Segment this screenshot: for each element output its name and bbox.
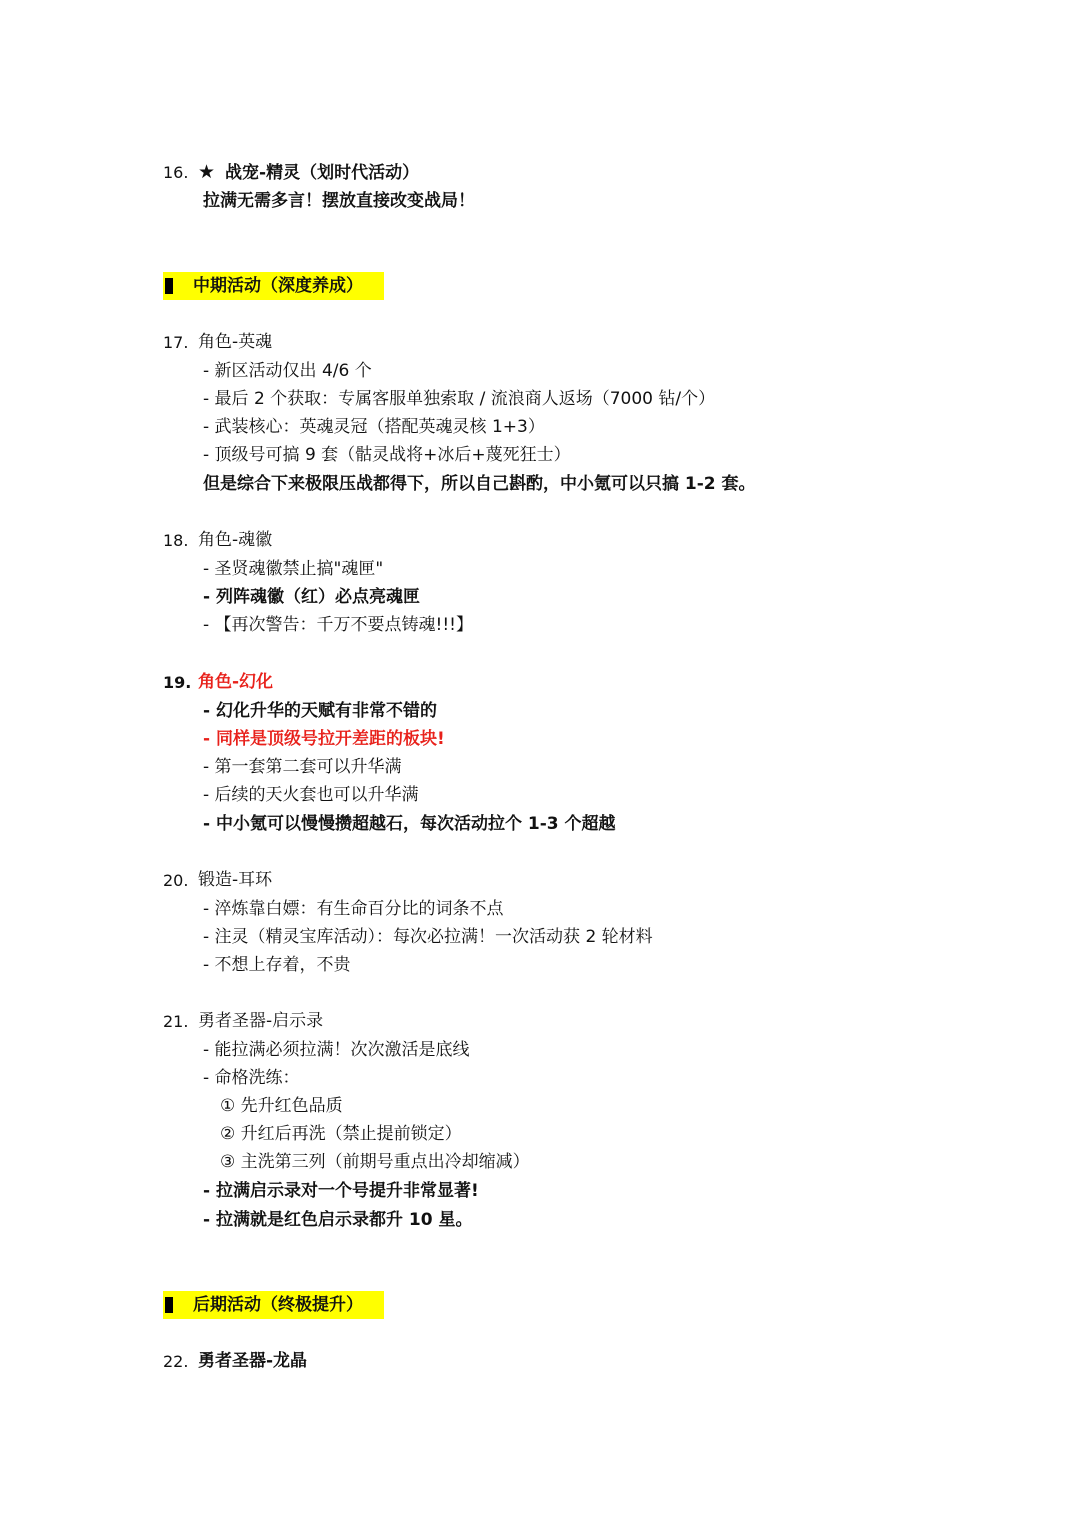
item-note: 但是综合下来极限压战都得下，所以自己斟酌，中小氪可以只搞 1-2 套。 bbox=[203, 474, 756, 494]
list-item: - 后续的天火套也可以升华满 bbox=[203, 785, 419, 805]
sub-list-item: ① 先升红色品质 bbox=[220, 1096, 343, 1116]
list-item: - 武装核心：英魂灵冠（搭配英魂灵核 1+3） bbox=[203, 417, 545, 437]
section-marker-icon bbox=[165, 278, 173, 294]
item-title: 勇者圣器-启示录 bbox=[198, 1011, 324, 1031]
item-number: 16. bbox=[163, 163, 189, 182]
item-title: 角色-英魂 bbox=[198, 332, 273, 352]
list-item: - 命格洗练： bbox=[203, 1068, 300, 1088]
list-item-highlight: - 同样是顶级号拉开差距的板块! bbox=[203, 729, 445, 749]
list-item: - 幻化升华的天赋有非常不错的 bbox=[203, 701, 437, 721]
list-item: - 列阵魂徽（红）必点亮魂匣 bbox=[203, 587, 420, 607]
item-title: 锻造-耳环 bbox=[198, 870, 273, 890]
item-title-text: 战宠-精灵（划时代活动） bbox=[225, 163, 420, 183]
item-number: 20. bbox=[163, 871, 189, 890]
sub-list-item: ② 升红后再洗（禁止提前锁定） bbox=[220, 1124, 462, 1144]
item-number: 22. bbox=[163, 1352, 189, 1371]
sub-list-item: ③ 主洗第三列（前期号重点出冷却缩减） bbox=[220, 1152, 530, 1172]
list-item-warning: - 【再次警告：千万不要点铸魂!!!】 bbox=[203, 615, 473, 635]
item-title: 角色-幻化 bbox=[198, 672, 274, 692]
star-icon: ★ bbox=[198, 161, 216, 183]
list-item: - 第一套第二套可以升华满 bbox=[203, 757, 402, 777]
list-item: - 能拉满必须拉满！次次激活是底线 bbox=[203, 1040, 470, 1060]
item-note: 拉满无需多言！摆放直接改变战局！ bbox=[203, 191, 475, 211]
list-item: - 圣贤魂徽禁止搞"魂匣" bbox=[203, 559, 384, 579]
list-item: - 拉满就是红色启示录都升 10 星。 bbox=[203, 1210, 473, 1230]
item-number: 21. bbox=[163, 1012, 189, 1031]
list-item: - 最后 2 个获取：专属客服单独索取 / 流浪商人返场（7000 钻/个） bbox=[203, 389, 716, 409]
section-label: 中期活动（深度养成） bbox=[193, 276, 363, 296]
list-item: - 淬炼靠白嫖：有生命百分比的词条不点 bbox=[203, 899, 504, 919]
list-item: - 拉满启示录对一个号提升非常显著! bbox=[203, 1181, 479, 1201]
item-number: 19. bbox=[163, 673, 192, 692]
list-item: - 顶级号可搞 9 套（骷灵战将+冰后+蔑死狂士） bbox=[203, 445, 571, 465]
list-item: - 不想上存着，不贵 bbox=[203, 955, 351, 975]
item-title: 勇者圣器-龙晶 bbox=[198, 1351, 308, 1371]
item-title bbox=[198, 160, 419, 185]
list-item: - 新区活动仅出 4/6 个 bbox=[203, 361, 372, 381]
section-marker-icon bbox=[165, 1297, 173, 1313]
item-number: 18. bbox=[163, 531, 189, 550]
section-label: 后期活动（终极提升） bbox=[193, 1295, 363, 1315]
list-item: - 中小氪可以慢慢攒超越石，每次活动拉个 1-3 个超越 bbox=[203, 814, 616, 834]
section-heading-late bbox=[163, 1291, 384, 1319]
item-number: 17. bbox=[163, 333, 189, 352]
section-heading-mid bbox=[163, 272, 384, 300]
item-title: 角色-魂徽 bbox=[198, 530, 273, 550]
list-item: - 注灵（精灵宝库活动）：每次必拉满！一次活动获 2 轮材料 bbox=[203, 927, 653, 947]
